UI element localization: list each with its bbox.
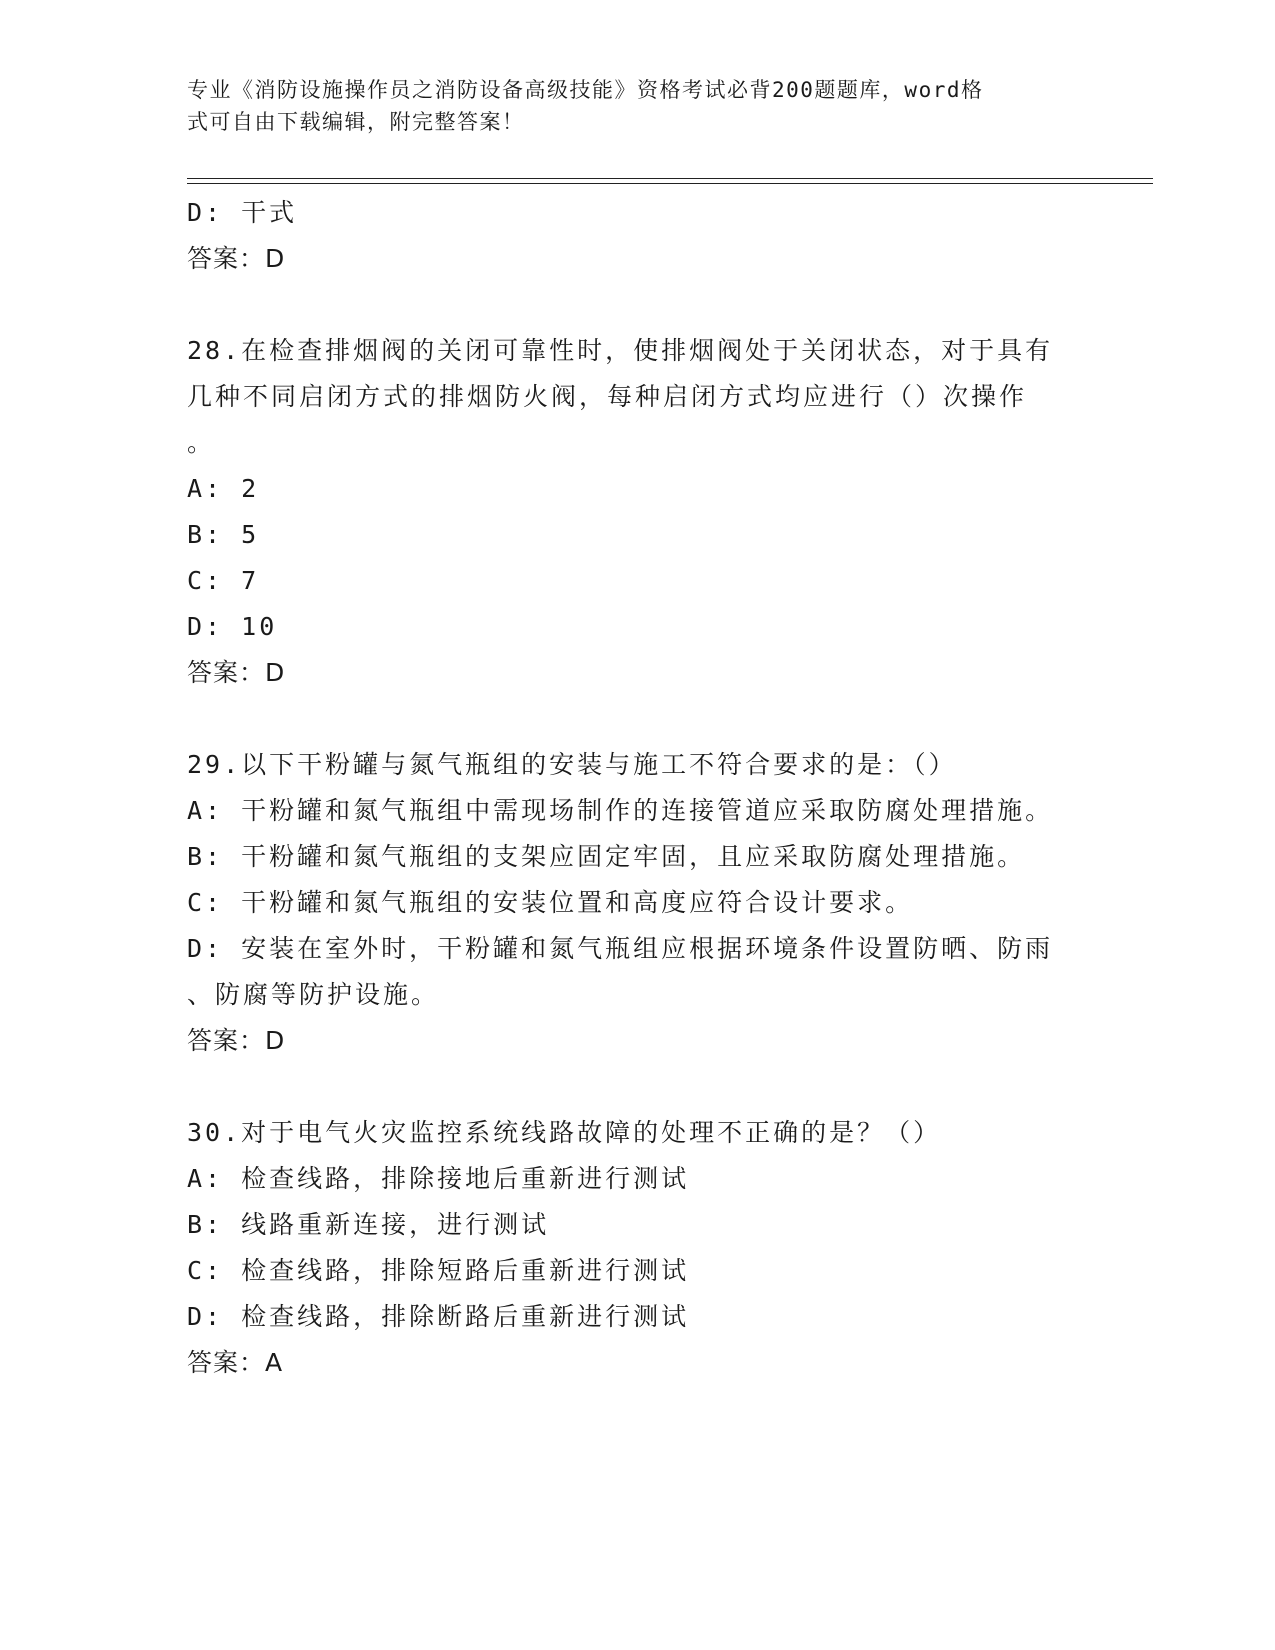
page-header — [187, 74, 1087, 138]
question-30 — [187, 1110, 1087, 1386]
option-d-line-1: D: 安装在室外时，干粉罐和氮气瓶组应根据环境条件设置防晒、防雨 — [187, 934, 1054, 963]
option-c: C: 7 — [187, 566, 260, 595]
option-d: D: 检查线路，排除断路后重新进行测试 — [187, 1302, 690, 1331]
option-a: A: 2 — [187, 474, 260, 503]
question-text-line-3: 。 — [187, 428, 216, 457]
answer: 答案：D — [187, 1026, 286, 1055]
question-text-line-1: 30.对于电气火灾监控系统线路故障的处理不正确的是？（） — [187, 1118, 942, 1147]
question-29 — [187, 742, 1087, 1064]
answer: 答案：D — [187, 244, 286, 273]
previous-question — [187, 190, 1087, 282]
option-d-line-2: 、防腐等防护设施。 — [187, 980, 440, 1009]
option-b: B: 线路重新连接，进行测试 — [187, 1210, 550, 1239]
question-content — [187, 190, 1087, 1386]
option-a: A: 检查线路，排除接地后重新进行测试 — [187, 1164, 690, 1193]
answer: 答案：D — [187, 658, 286, 687]
option-b: B: 5 — [187, 520, 260, 549]
option-c: C: 检查线路，排除短路后重新进行测试 — [187, 1256, 690, 1285]
header-line-1: 专业《消防设施操作员之消防设备高级技能》资格考试必背200题题库，word格 — [187, 78, 984, 102]
option-a: A: 干粉罐和氮气瓶组中需现场制作的连接管道应采取防腐处理措施。 — [187, 796, 1054, 825]
option-b: B: 干粉罐和氮气瓶组的支架应固定牢固，且应采取防腐处理措施。 — [187, 842, 1026, 871]
option-d: D: 10 — [187, 612, 278, 641]
answer: 答案：A — [187, 1348, 284, 1377]
header-rule-bottom — [187, 183, 1153, 184]
question-text-line-1: 29.以下干粉罐与氮气瓶组的安装与施工不符合要求的是：（） — [187, 750, 957, 779]
header-rule-top — [187, 178, 1153, 179]
option-d: D: 干式 — [187, 198, 298, 227]
question-28 — [187, 328, 1087, 696]
option-c: C: 干粉罐和氮气瓶组的安装位置和高度应符合设计要求。 — [187, 888, 914, 917]
header-line-2: 式可自由下载编辑，附完整答案！ — [187, 110, 525, 134]
question-text-line-2: 几种不同启闭方式的排烟防火阀，每种启闭方式均应进行（）次操作 — [187, 382, 1028, 411]
question-text-line-1: 28.在检查排烟阀的关闭可靠性时，使排烟阀处于关闭状态，对于具有 — [187, 336, 1054, 365]
